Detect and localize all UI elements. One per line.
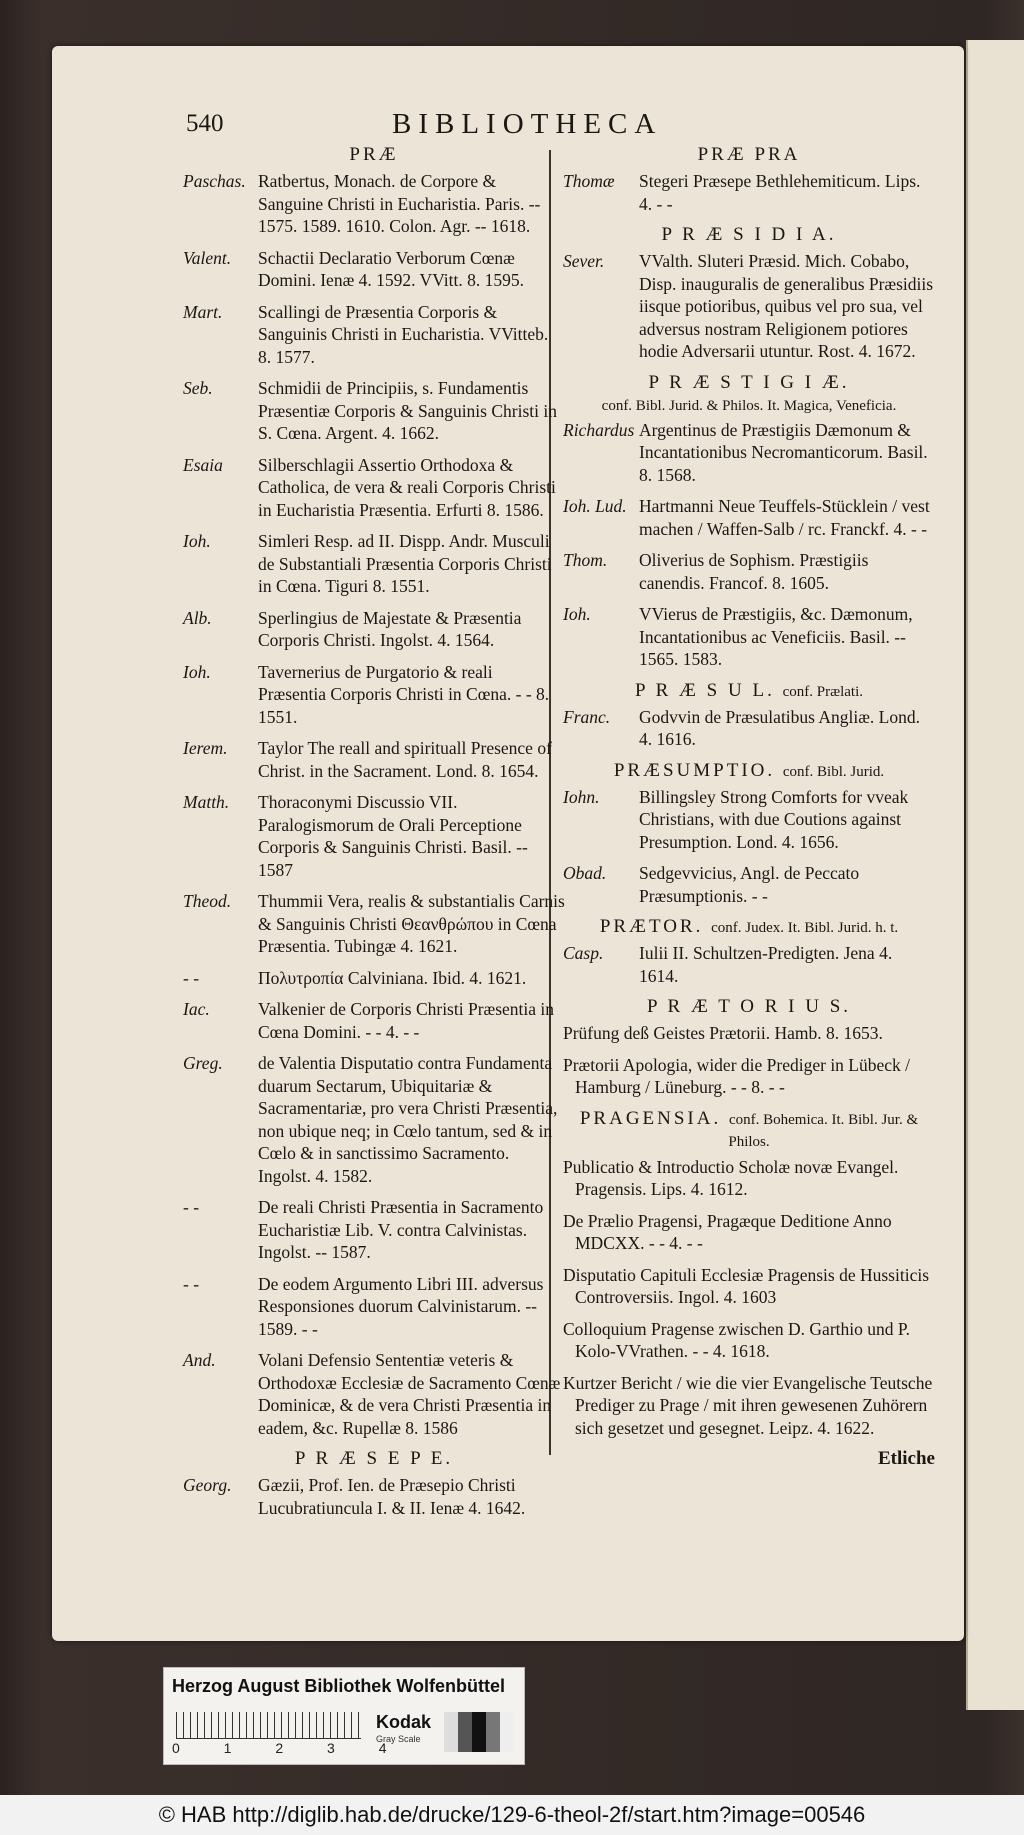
praetorius-heading: P R Æ T O R I U S.: [646, 996, 852, 1017]
entry-text: Thoraconymi Discussio VII. Paralogismorum de Orali Perceptione Corporis & Sanguinis Christi. Basil. -- 1587: [258, 792, 528, 880]
entry-author-label: - -: [183, 1197, 200, 1217]
entry-author-label: Matth.: [183, 792, 230, 812]
entry-text: Godvvin de Præsulatibus Angliæ. Lond. 4. 1616.: [639, 706, 920, 749]
card-title: Herzog August Bibliothek Wolfenbüttel: [172, 1676, 505, 1696]
entry-text: Stegeri Præsepe Bethlehemiticum. Lips. 4. - -: [639, 171, 921, 214]
catalog-entry: [183, 1052, 565, 1187]
catalog-entry: [183, 454, 565, 522]
gray-scale-label: Gray Scale: [376, 1734, 421, 1744]
entry-author-label: Thom.: [563, 550, 608, 570]
catalog-entry: [563, 1372, 935, 1440]
praetor-ref: conf. Judex. It. Bibl. Jurid. h. t.: [711, 920, 899, 936]
praesul-heading: P R Æ S U L.: [635, 679, 775, 701]
praesumptio-ref: conf. Bibl. Jurid.: [782, 763, 885, 780]
catalog-entry: [563, 706, 935, 751]
entry-author-label: Alb.: [183, 607, 212, 628]
entry-text: Silberschlagii Assertio Orthodoxa & Catholica, de vera & reali Corporis Christi in Eucharistia Præsentia. Erfurti 8. 1586.: [258, 454, 556, 520]
entry-text: De reali Christi Præsentia in Sacramento Eucharistiæ Lib. V. contra Calvinistas. Ingolst. -- 1587.: [258, 1197, 544, 1262]
praesidia-heading: P R Æ S I D I A.: [661, 224, 837, 245]
pragensia-ref: conf. Bohemica. It. Bibl. Jur. & Philos.: [728, 1111, 919, 1150]
entry-text: Disputatio Capituli Ecclesiæ Pragensis de Hussiticis Controversiis. Ingol. 4. 1603: [563, 1264, 930, 1307]
praesepe-heading: P R Æ S E P E.: [294, 1448, 454, 1469]
pragensia-entries: [563, 1156, 935, 1440]
entry-text: Prætorii Apologia, wider die Prediger in Lübeck / Hamburg / Lüneburg. - - 8. - -: [563, 1054, 911, 1097]
right-column: [563, 140, 935, 1470]
catalog-entry: [183, 1196, 565, 1264]
catalog-entry: [563, 1054, 935, 1099]
entry-text: Sedgevvicius, Angl. de Peccato Præsumptionis. - -: [639, 863, 860, 906]
entry-text: Prüfung deß Geistes Prætorii. Hamb. 8. 1653.: [563, 1023, 883, 1043]
catalog-entry: [563, 1264, 935, 1309]
color-calibration-card: [163, 1667, 525, 1765]
praestigiae-entries: [563, 419, 935, 671]
catalog-entry: [563, 549, 935, 594]
entry-text: Πολυτροπία Calviniana. Ibid. 4. 1621.: [258, 967, 527, 988]
entry-text: De eodem Argumento Libri III. adversus Responsiones duorum Calvinistarum. -- 1589. - -: [258, 1273, 544, 1339]
entry-text: Hartmanni Neue Teuffels-Stücklein / vest machen / Waffen-Salb / rc. Franckf. 4. - -: [639, 496, 930, 539]
praesumptio-entries: [563, 786, 935, 908]
entry-text: Thummii Vera, realis & substantialis Carnis & Sanguinis Christi Θεανθρώπου in Cœna Præsentia. Tubingæ 4. 1621.: [258, 891, 565, 956]
catalog-entry: [563, 170, 935, 215]
catalog-entry: [183, 1349, 565, 1439]
entry-author-label: Thomæ: [563, 171, 615, 191]
entry-text: Taylor The reall and spirituall Presence of Christ. in the Sacrament. Lond. 8. 1654.: [258, 738, 552, 781]
entry-text: VValth. Sluteri Præsid. Mich. Cobabo, Disp. inauguralis de generalibus Præsidiis iisque potioribus, quibus vel pro sua, vel adversus nostram Religionem potiores hodie Adversarii utuntur. Rost. 4. 1672.: [639, 251, 934, 361]
catalog-entry: [183, 890, 565, 958]
entry-text: Colloquium Pragense zwischen D. Garthio und P. Kolo-VVrathen. - - 4. 1618.: [563, 1318, 911, 1361]
catalog-entry: [563, 862, 935, 907]
entry-text: Volani Defensio Sententiæ veteris & Orthodoxæ Ecclesiæ de Sacramento Cœnæ Dominicæ, & de vera Christi Præsentia in eadem, &c. Rupellæ 8. 1586: [258, 1350, 561, 1438]
entry-author-label: Ioh.: [563, 604, 591, 624]
entry-text: Schactii Declaratio Verborum Cœnæ Domini. Ienæ 4. 1592. VVitt. 8. 1595.: [258, 247, 524, 290]
praesepe-entries: [183, 1474, 565, 1519]
entry-text: Gæzii, Prof. Ien. de Præsepio Christi Lucubratiuncula I. & II. Ienæ 4. 1642.: [258, 1475, 526, 1518]
catalog-entry: [563, 419, 935, 487]
praestigiae-heading: P R Æ S T I G I Æ.: [648, 371, 850, 393]
catalog-entry: [183, 967, 565, 990]
entry-text: Kurtzer Bericht / wie die vier Evangelische Teutsche Prediger zu Prage / mit ihren gewesenen Zuhörern sich gesetzet und gesegnet. Leipz. 4. 1622.: [563, 1372, 933, 1438]
catalog-entry: [183, 1474, 565, 1519]
entry-text: Billingsley Strong Comforts for vveak Christians, with due Coutions against Presumption. Lond. 4. 1656.: [639, 786, 909, 852]
praetorius-entries: [563, 1022, 935, 1099]
running-head: BIBLIOTHECA: [392, 108, 663, 140]
copyright-footer: © HAB http://diglib.hab.de/drucke/129-6-theol-2f/start.htm?image=00546: [0, 1795, 1024, 1835]
ruler-numbers: 0 1 2 3 4: [172, 1740, 407, 1756]
entry-author-label: Iohn.: [563, 786, 600, 807]
praesul-section: [563, 680, 935, 702]
praesul-ref: conf. Prælati.: [782, 683, 863, 700]
catalog-entry: [563, 603, 935, 671]
adjacent-page-edge: [966, 40, 1024, 1710]
catalog-entry: [183, 377, 565, 445]
entry-author-label: Iac.: [183, 999, 210, 1019]
catalog-entry: [563, 1318, 935, 1363]
entry-author-label: Seb.: [183, 378, 213, 398]
right-column-heading: PRÆ PRA: [697, 144, 801, 165]
entry-text: De Prælio Pragensi, Pragæque Deditione Anno MDCXX. - - 4. - -: [563, 1210, 892, 1253]
entry-text: Argentinus de Præstigiis Dæmonum & Incantationibus Necromanticorum. Basil. 8. 1568.: [639, 419, 928, 485]
entry-text: VVierus de Præstigiis, &c. Dæmonum, Incantationibus ac Veneficiis. Basil. -- 1565. 1583.: [639, 604, 913, 669]
entry-text: de Valentia Disputatio contra Fundamenta duarum Sectarum, Ubiquitariæ & Sacramentariæ, pro vera Christi Præsentia, non ubique neq; in Cœlo tantum, sed & in Cœlo & in sanctissimo Sacramento. Ingolst. 4. 1582.: [258, 1053, 558, 1186]
catalog-entry: [183, 737, 565, 782]
entry-author-label: Ioh.: [183, 661, 211, 682]
gray-scale-swatch: [444, 1712, 514, 1752]
catalog-entry: [563, 1022, 935, 1045]
catalog-entry: [563, 786, 935, 854]
catalog-entry: [183, 301, 565, 369]
praetor-section: [563, 916, 935, 938]
praesumptio-heading: PRÆSUMPTIO.: [613, 759, 776, 781]
entry-author-label: And.: [183, 1350, 216, 1370]
right-top-entries: [563, 170, 935, 215]
page-number: 540: [186, 110, 224, 137]
left-entries: [183, 170, 565, 1439]
ruler-scale: [176, 1712, 361, 1739]
entry-author-label: Ioh. Lud.: [563, 496, 627, 516]
entry-text: Sperlingius de Majestate & Præsentia Corporis Christi. Ingolst. 4. 1564.: [258, 607, 522, 650]
entry-text: Publicatio & Introductio Scholæ novæ Evangel. Pragensis. Lips. 4. 1612.: [563, 1156, 899, 1199]
catalog-entry: [183, 791, 565, 881]
entry-text: Scallingi de Præsentia Corporis & Sanguinis Christi in Eucharistia. VVitteb. 8. 1577.: [258, 301, 549, 367]
pragensia-heading: PRAGENSIA.: [579, 1107, 722, 1129]
pragensia-section: [563, 1108, 935, 1152]
praetor-heading: PRÆTOR.: [599, 916, 704, 937]
entry-text: Schmidii de Principiis, s. Fundamentis Præsentiæ Corporis & Sanguinis Christi in S. Cœna. Argent. 4. 1662.: [258, 378, 557, 443]
praesidia-entries: [563, 250, 935, 363]
entry-text: Iulii II. Schultzen-Predigten. Jena 4. 1614.: [639, 943, 893, 986]
entry-author-label: Franc.: [563, 706, 611, 727]
catalog-entry: [563, 495, 935, 540]
catalog-entry: [183, 998, 565, 1043]
entry-author-label: Sever.: [563, 251, 605, 271]
praesumptio-section: [563, 760, 935, 782]
entry-author-label: Mart.: [183, 301, 223, 322]
entry-author-label: Obad.: [563, 863, 607, 883]
catalog-entry: [563, 942, 935, 987]
entry-author-label: - -: [183, 1273, 200, 1294]
catchword: Etliche: [878, 1448, 935, 1469]
entry-text: Ratbertus, Monach. de Corpore & Sanguine Christi in Eucharistia. Paris. -- 1575. 1589. 1610. Colon. Agr. -- 1618.: [258, 171, 541, 236]
entry-text: Tavernerius de Purgatorio & reali Præsentia Corporis Christi in Cœna. - - 8. 1551.: [258, 661, 550, 727]
entry-author-label: Valent.: [183, 247, 232, 268]
praestigiae-ref: conf. Bibl. Jurid. & Philos. It. Magica, Veneficia.: [601, 397, 897, 414]
kodak-logo: Kodak: [376, 1712, 432, 1732]
entry-author-label: Greg.: [183, 1053, 223, 1073]
catalog-entry: [183, 530, 565, 598]
entry-text: Valkenier de Corporis Christi Præsentia in Cœna Domini. - - 4. - -: [258, 999, 555, 1042]
praetor-entries: [563, 942, 935, 987]
entry-author-label: Georg.: [183, 1475, 232, 1495]
catalog-entry: [563, 1210, 935, 1255]
entry-author-label: - -: [183, 967, 200, 988]
entry-author-label: Ierem.: [183, 738, 228, 758]
entry-author-label: Ioh.: [183, 531, 211, 551]
entry-author-label: Theod.: [183, 891, 232, 911]
entry-text: Simleri Resp. ad II. Dispp. Andr. Musculi de Substantiali Præsentia Corporis Christi in Cœna. Tiguri 8. 1551.: [258, 531, 552, 596]
catalog-entry: [183, 1273, 565, 1341]
entry-author-label: Paschas.: [183, 171, 246, 191]
entry-author-label: Esaia: [183, 454, 223, 475]
left-column: [183, 140, 565, 1528]
left-column-heading: PRÆ: [349, 144, 399, 165]
entry-author-label: Casp.: [563, 943, 604, 963]
entry-author-label: Richardus: [563, 419, 635, 440]
catalog-entry: [183, 607, 565, 652]
praesul-entries: [563, 706, 935, 751]
catalog-entry: [183, 170, 565, 238]
catalog-entry: [183, 247, 565, 292]
catalog-entry: [563, 1156, 935, 1201]
catalog-entry: [563, 250, 935, 363]
entry-text: Oliverius de Sophism. Præstigiis canendis. Francof. 8. 1605.: [639, 550, 869, 593]
catalog-entry: [183, 661, 565, 729]
